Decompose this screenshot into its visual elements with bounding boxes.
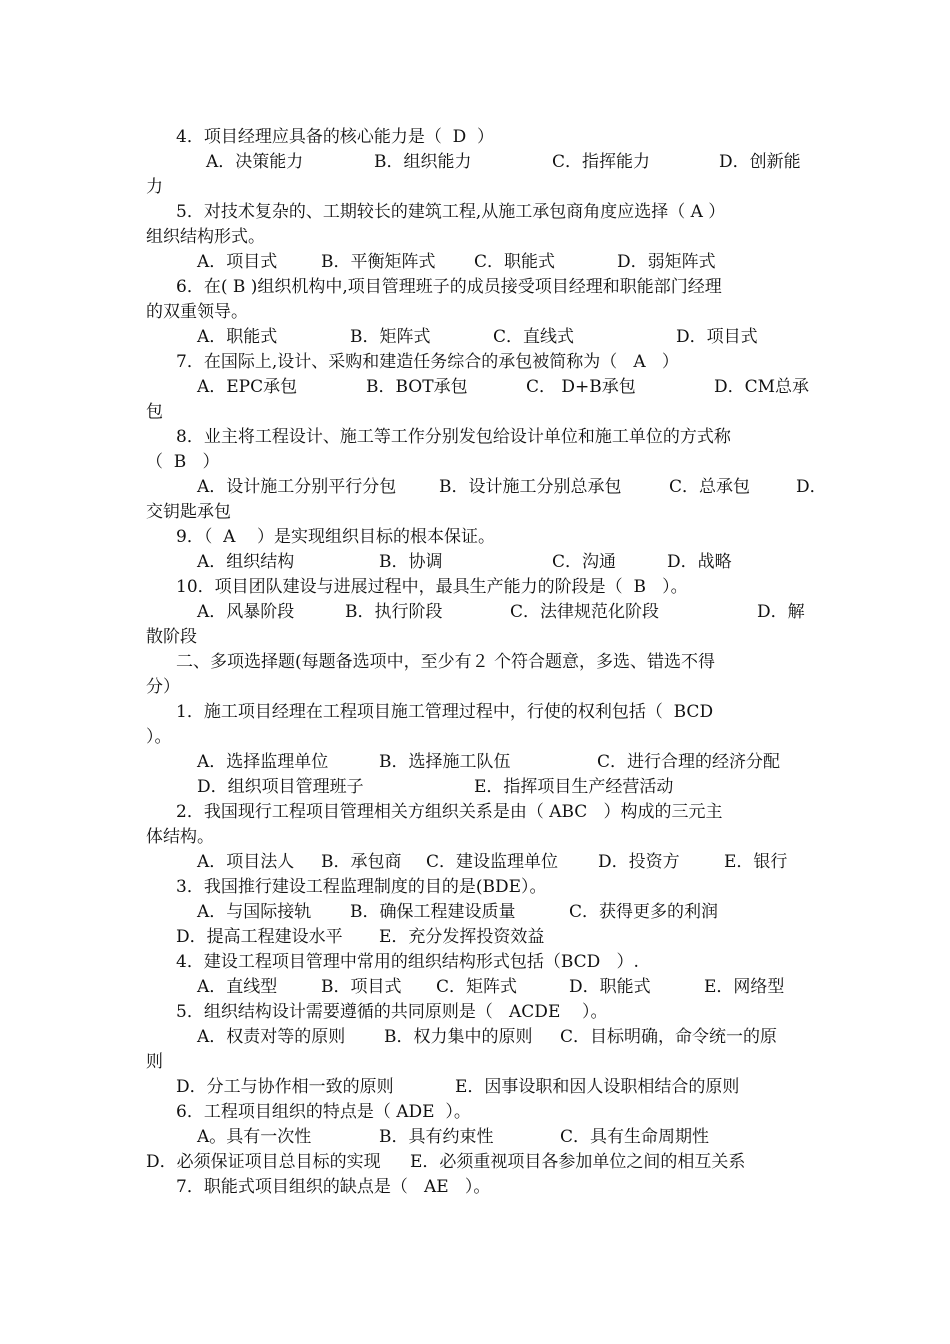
text-segment: C．具有生命周期性 [560,1127,710,1147]
text-line [0,1025,950,1050]
text-segment: A．与国际接轨 [197,902,312,922]
text-segment: B．确保工程建设质量 [350,902,516,922]
text-line [0,600,950,625]
text-line [0,125,950,150]
text-line [0,875,950,900]
text-line [0,975,950,1000]
text-line [0,575,950,600]
text-segment: D．提高工程建设水平 [176,927,343,947]
text-segment: C．总承包 [669,477,751,497]
text-segment: E．因事设职和因人设职相结合的原则 [455,1077,740,1097]
text-segment: C．直线式 [493,327,575,347]
text-segment: ）。 [146,727,172,747]
text-segment: 6．工程项目组织的特点是（ ADE ）。 [176,1102,471,1122]
text-line [0,1000,950,1025]
text-segment: E．充分发挥投资效益 [379,927,545,947]
text-segment: C．获得更多的利润 [569,902,719,922]
text-line [0,325,950,350]
text-segment: A．设计施工分别平行分包 [197,477,397,497]
text-segment: 9．（ A ）是实现组织目标的根本保证。 [176,527,496,547]
text-line [0,750,950,775]
text-line [0,175,950,200]
text-line [0,900,950,925]
text-segment: 4．项目经理应具备的核心能力是（ D ） [176,127,495,147]
text-segment: C．进行合理的经济分配 [597,752,781,772]
text-segment: B．平衡矩阵式 [321,252,436,272]
text-segment: B．执行阶段 [345,602,443,622]
text-segment: A．组织结构 [197,552,295,572]
text-segment: 10．项目团队建设与进展过程中，最具生产能力的阶段是（ B ）。 [176,577,688,597]
text-line [0,1175,950,1200]
text-line [0,1050,950,1075]
text-line [0,300,950,325]
text-segment: B．BOT承包 [366,377,468,397]
text-segment: B．项目式 [321,977,402,997]
text-line [0,850,950,875]
text-segment: A．决策能力 [206,152,304,172]
text-line [0,250,950,275]
text-segment: D．组织项目管理班子 [197,777,364,797]
text-line [0,775,950,800]
text-line [0,825,950,850]
text-segment: D． [796,477,827,497]
text-segment: A．风暴阶段 [197,602,295,622]
text-line [0,1075,950,1100]
text-line [0,925,950,950]
text-segment: B．设计施工分别总承包 [439,477,622,497]
text-segment: 6．在( B )组织机构中,项目管理班子的成员接受项目经理和职能部门经理 [176,277,722,297]
text-segment: C．指挥能力 [552,152,651,172]
text-segment: E．指挥项目生产经营活动 [474,777,674,797]
text-segment: D．弱矩阵式 [617,252,716,272]
text-line [0,650,950,675]
text-segment: D．分工与协作相一致的原则 [176,1077,394,1097]
text-line [0,425,950,450]
text-line [0,475,950,500]
text-segment: 2．我国现行工程项目管理相关方组织关系是由（ ABC ）构成的三元主 [176,802,723,822]
text-line [0,1100,950,1125]
text-segment: 体结构。 [146,827,214,847]
text-segment: D．职能式 [569,977,651,997]
text-segment: 分） [146,677,180,697]
text-segment: D．解 [757,602,805,622]
text-segment: B．组织能力 [374,152,472,172]
text-segment: A．职能式 [197,327,278,347]
text-segment: 力 [146,177,163,197]
text-segment: 二、多项选择题(每题备选项中，至少有２ 个符合题意，多选、错选不得 [176,652,716,672]
text-segment: D．项目式 [676,327,758,347]
text-segment: 4．建设工程项目管理中常用的组织结构形式包括（BCD ）. [176,952,639,972]
text-line [0,500,950,525]
text-segment: 则 [146,1052,163,1072]
text-segment: B．权力集中的原则 [384,1027,533,1047]
text-segment: C．沟通 [552,552,617,572]
text-segment: C．法律规范化阶段 [510,602,660,622]
text-segment: A．EPC承包 [197,377,298,397]
text-segment: A．权责对等的原则 [197,1027,346,1047]
text-segment: C． D+B承包 [526,377,636,397]
text-segment: 的双重领导。 [146,302,248,322]
text-line [0,400,950,425]
text-segment: 5．对技术复杂的、工期较长的建筑工程,从施工承包商角度应选择（ A ） [176,202,726,222]
text-line [0,350,950,375]
text-segment: 7．职能式项目组织的缺点是（ AE ）。 [176,1177,491,1197]
text-segment: D．投资方 [598,852,680,872]
text-segment: E．银行 [724,852,788,872]
text-segment: E．必须重视项目各参加单位之间的相互关系 [410,1152,746,1172]
text-line [0,1125,950,1150]
text-segment: D．战略 [667,552,732,572]
text-line [0,375,950,400]
text-segment: A．选择监理单位 [197,752,329,772]
text-segment: 3．我国推行建设工程监理制度的目的是(BDE）。 [176,877,547,897]
text-segment: B．矩阵式 [350,327,431,347]
text-segment: B．协调 [379,552,443,572]
text-segment: B．选择施工队伍 [379,752,511,772]
text-line [0,1150,950,1175]
text-segment: B．具有约束性 [379,1127,494,1147]
text-line [0,525,950,550]
text-segment: （ B ） [146,452,220,472]
text-line [0,200,950,225]
text-line [0,450,950,475]
text-line [0,800,950,825]
text-line [0,950,950,975]
text-segment: 7．在国际上,设计、采购和建造任务综合的承包被简称为（ A ） [176,352,679,372]
text-line [0,550,950,575]
text-segment: C．职能式 [474,252,556,272]
text-line [0,700,950,725]
text-segment: C．建设监理单位 [426,852,559,872]
text-line [0,625,950,650]
text-segment: 8．业主将工程设计、施工等工作分别发包给设计单位和施工单位的方式称 [176,427,731,447]
text-segment: D．CM总承 [714,377,810,397]
text-segment: 散阶段 [146,627,197,647]
text-segment: 5．组织结构设计需要遵循的共同原则是（ ACDE ）。 [176,1002,608,1022]
text-segment: 包 [146,402,163,422]
text-segment: 交钥匙承包 [146,502,231,522]
text-line [0,150,950,175]
text-line [0,675,950,700]
text-segment: C．矩阵式 [436,977,518,997]
text-segment: D．必须保证项目总目标的实现 [146,1152,381,1172]
text-segment: 1．施工项目经理在工程项目施工管理过程中，行使的权利包括（ BCD [176,702,714,722]
text-segment: E．网络型 [704,977,785,997]
text-line [0,275,950,300]
text-line [0,725,950,750]
text-segment: B．承包商 [321,852,402,872]
text-segment: 组织结构形式。 [146,227,265,247]
text-segment: A。具有一次性 [197,1127,312,1147]
text-segment: A．项目式 [197,252,278,272]
text-segment: A．直线型 [197,977,278,997]
text-segment: C．目标明确，命令统一的原 [560,1027,778,1047]
text-segment: D．创新能 [719,152,801,172]
text-segment: A．项目法人 [197,852,295,872]
text-line [0,225,950,250]
